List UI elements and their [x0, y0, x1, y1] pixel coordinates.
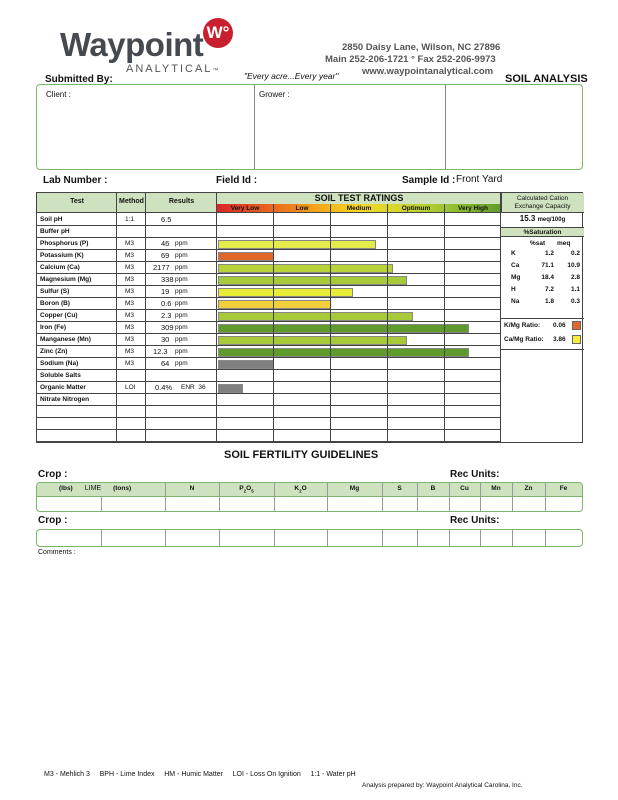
comments-label: Comments : [38, 549, 76, 556]
col-sat-header: %sat [530, 240, 546, 247]
divider [165, 530, 166, 546]
divider [480, 483, 481, 511]
sample-id-value: Front Yard [456, 174, 503, 185]
test-method: LOI [125, 384, 136, 391]
cec-value-line [501, 214, 584, 223]
cec-title-line-2: Exchange Capacity [514, 203, 571, 210]
table-row [37, 430, 501, 442]
test-unit: ENR 36 [181, 384, 206, 391]
test-unit: ppm [175, 324, 188, 331]
test-value: 0.4% [155, 383, 173, 392]
nutrient-oxygen: O [301, 485, 307, 492]
tons-label: (tons) [113, 485, 132, 492]
divider [444, 204, 445, 442]
table-row [37, 394, 501, 406]
col-results-header: Results [168, 198, 195, 205]
test-name: Phosphorus (P) [40, 240, 89, 247]
divider [219, 483, 220, 511]
brand-logo-text: Waypoint [60, 26, 204, 63]
lab-number-label: Lab Number : [43, 175, 108, 186]
nutrient-label: Fe [559, 485, 568, 492]
rec-units-label: Rec Units: [450, 469, 500, 480]
field-id-label: Field Id : [216, 175, 258, 186]
km-ratio-label: K/Mg Ratio: [504, 322, 541, 329]
tagline: "Every acre...Every year" [244, 71, 339, 81]
nutrient-label: K [294, 485, 300, 492]
test-method: M3 [125, 252, 135, 259]
divider [512, 483, 513, 511]
table-row [37, 298, 501, 310]
test-unit: ppm [175, 312, 188, 319]
table-row [37, 382, 501, 394]
test-unit: ppm [175, 348, 188, 355]
nutrient-label: P [239, 485, 244, 492]
divider [382, 483, 383, 511]
cec-title-line-1: Calculated Cation [516, 195, 569, 202]
test-name: Iron (Fe) [40, 324, 66, 331]
test-value: 69 [161, 251, 170, 260]
test-method: M3 [125, 360, 135, 367]
test-name: Manganese (Mn) [40, 336, 91, 343]
divider [165, 483, 166, 511]
divider [274, 483, 275, 511]
divider [274, 530, 275, 546]
test-method: M3 [125, 348, 135, 355]
guideline-col-header [37, 485, 165, 492]
test-value: 6.5 [161, 215, 172, 224]
saturation-title: %Saturation [501, 227, 584, 237]
sample-id-label: Sample Id : [402, 175, 456, 186]
table-row [37, 406, 501, 418]
guideline-col-header [545, 485, 582, 492]
rec-units-label-2: Rec Units: [450, 515, 500, 526]
test-method: M3 [125, 264, 135, 271]
guidelines-title: SOIL FERTILITY GUIDELINES [224, 449, 379, 461]
cec-ion: K [511, 250, 516, 257]
test-value: 338 [161, 275, 174, 284]
nutrient-label: Cu [460, 485, 469, 492]
divider [219, 530, 220, 546]
guidelines-table-1 [36, 482, 583, 512]
guideline-col-header [165, 485, 219, 492]
table-row [37, 286, 501, 298]
soil-test-results-table [36, 192, 583, 443]
test-name: Buffer pH [40, 228, 70, 235]
test-name: Sodium (Na) [40, 360, 79, 367]
col-test-header: Test [70, 198, 84, 205]
rating-label: Medium [346, 205, 372, 212]
cam-ratio-swatch [572, 335, 581, 344]
table-row [37, 274, 501, 286]
guideline-col-header [382, 485, 417, 492]
cec-title [501, 195, 584, 211]
test-name: Organic Matter [40, 384, 86, 391]
rating-bar [218, 300, 331, 309]
lbs-label: (lbs) [59, 485, 73, 492]
divider [480, 530, 481, 546]
nutrient-label: Mg [349, 485, 360, 492]
col-method-header: Method [119, 198, 144, 205]
rating-bar [218, 336, 407, 345]
cec-ion: Ca [511, 262, 520, 269]
nutrient-label: Zn [524, 485, 533, 492]
table-row [37, 322, 501, 334]
test-value: 19 [161, 287, 170, 296]
brand-logo-mark: W° [203, 18, 233, 48]
rating-label: Low [295, 205, 309, 212]
test-method: M3 [125, 336, 135, 343]
divider [116, 193, 117, 442]
grower-label: Grower : [259, 90, 290, 99]
test-name: Soluble Salts [40, 372, 81, 379]
prepared-by: Analysis prepared by: Waypoint Analytical Carolina, Inc. [362, 782, 523, 789]
rating-label: Optimum [401, 205, 431, 212]
test-name: Soil pH [40, 216, 63, 223]
divider [330, 204, 331, 442]
test-unit: ppm [175, 252, 188, 259]
rating-label: Very Low [230, 205, 260, 212]
divider [273, 204, 274, 442]
test-unit: ppm [175, 360, 188, 367]
rating-bar [218, 324, 469, 333]
guideline-col-header [219, 485, 274, 493]
table-row [37, 262, 501, 274]
guideline-col-header [327, 485, 382, 492]
cam-ratio-value: 3.86 [553, 336, 566, 343]
cec-meq: 0.2 [570, 250, 580, 257]
test-unit: ppm [175, 300, 188, 307]
rating-bar [218, 240, 376, 249]
divider [512, 530, 513, 546]
cec-sat: 1.8 [544, 298, 554, 305]
nutrient-label: Mn [491, 485, 501, 492]
cec-sat: 18.4 [541, 274, 554, 281]
divider [449, 530, 450, 546]
method-legend: M3 - Mehlich 3 BPH - Lime Index HM - Humic Matter LOI - Loss On Ignition 1:1 - Water pH [44, 771, 356, 778]
guideline-col-header [512, 485, 545, 492]
test-value: 46 [161, 239, 170, 248]
test-name: Zinc (Zn) [40, 348, 68, 355]
divider [545, 483, 546, 511]
address-line-1: 2850 Daisy Lane, Wilson, NC 27896 [342, 42, 501, 53]
guideline-col-header [417, 485, 449, 492]
test-unit: ppm [175, 240, 188, 247]
test-name: Magnesium (Mg) [40, 276, 92, 283]
test-method: 1:1 [125, 216, 135, 223]
rating-bar [218, 360, 274, 369]
test-value: 2.3 [161, 311, 172, 320]
divider [327, 530, 328, 546]
test-method: M3 [125, 312, 135, 319]
guideline-col-header [274, 485, 327, 493]
divider [101, 497, 102, 511]
divider [145, 193, 146, 442]
test-name: Potassium (K) [40, 252, 84, 259]
table-row [37, 370, 501, 382]
cec-ion: H [511, 286, 516, 293]
brand-subtitle: ANALYTICAL™ [126, 63, 219, 75]
submitted-by-label: Submitted By: [45, 74, 113, 85]
test-unit: ppm [175, 276, 188, 283]
test-unit: ppm [175, 264, 188, 271]
rating-bar [218, 264, 393, 273]
rating-bar [218, 252, 274, 261]
test-method: M3 [125, 240, 135, 247]
report-title: SOIL ANALYSIS [505, 73, 588, 85]
cec-sat: 1.2 [544, 250, 554, 257]
divider [254, 85, 255, 169]
nutrient-subscript: 2 [299, 488, 302, 494]
col-meq-header: meq [557, 240, 571, 247]
table-row [37, 334, 501, 346]
test-name: Nitrate Nitrogen [40, 396, 90, 403]
cec-meq: 1.1 [570, 286, 580, 293]
rating-bar [218, 384, 243, 393]
divider [545, 530, 546, 546]
nutrient-oxygen: O [246, 485, 252, 492]
crop-label: Crop : [38, 469, 68, 480]
divider [445, 85, 446, 169]
table-row [37, 238, 501, 250]
test-value: 12.3 [153, 347, 168, 356]
rating-bar [218, 288, 353, 297]
crop-label-2: Crop : [38, 515, 68, 526]
rating-label: Very High [458, 205, 488, 212]
nutrient-subscript: 2 [243, 488, 247, 494]
cam-ratio-label: Ca/Mg Ratio: [504, 336, 544, 343]
test-name: Sulfur (S) [40, 288, 70, 295]
table-row [37, 346, 501, 358]
cec-sat: 71.1 [541, 262, 554, 269]
test-value: 309 [161, 323, 174, 332]
table-row [37, 226, 501, 238]
table-row [37, 358, 501, 370]
nutrient-subscript: 5 [251, 488, 254, 494]
test-name: Copper (Cu) [40, 312, 78, 319]
test-name: Calcium (Ca) [40, 264, 80, 271]
km-ratio-value: 0.06 [553, 322, 566, 329]
divider [216, 193, 217, 442]
guideline-col-header [480, 485, 512, 492]
divider [387, 204, 388, 442]
test-method: M3 [125, 288, 135, 295]
divider [417, 483, 418, 511]
test-method: M3 [125, 300, 135, 307]
cec-meq: 0.3 [570, 298, 580, 305]
test-value: 2177 [153, 263, 170, 272]
cec-value: 15.3 [519, 214, 536, 223]
lime-label: LIME [84, 485, 102, 492]
cec-sat: 7.2 [544, 286, 554, 293]
cec-meq: 2.8 [570, 274, 580, 281]
guideline-col-header [449, 485, 480, 492]
divider [449, 483, 450, 511]
guidelines-table-2 [36, 529, 583, 547]
test-unit: ppm [175, 288, 188, 295]
rating-bar [218, 348, 469, 357]
divider [101, 530, 102, 546]
divider [327, 483, 328, 511]
client-label: Client : [46, 90, 71, 99]
table-row [37, 310, 501, 322]
submitter-box [36, 84, 583, 170]
divider [382, 530, 383, 546]
nutrient-label: S [397, 485, 402, 492]
rating-bar [218, 276, 407, 285]
table-row [37, 418, 501, 430]
nutrient-label: N [189, 485, 195, 492]
table-row [37, 214, 501, 226]
cec-meq: 10.9 [567, 262, 580, 269]
test-value: 30 [161, 335, 170, 344]
address-line-2: Main 252-206-1721 ° Fax 252-206-9973 [325, 54, 496, 65]
divider [417, 530, 418, 546]
cec-ion: Mg [511, 274, 521, 281]
test-unit: ppm [175, 336, 188, 343]
website: www.waypointanalytical.com [362, 66, 494, 77]
test-name: Boron (B) [40, 300, 70, 307]
nutrient-label: B [430, 485, 436, 492]
test-value: 64 [161, 359, 170, 368]
km-ratio-swatch [572, 321, 581, 330]
ratings-title: SOIL TEST RATINGS [314, 193, 404, 203]
test-value: 0.6 [161, 299, 172, 308]
rating-bar [218, 312, 413, 321]
cec-ion: Na [511, 298, 520, 305]
test-method: M3 [125, 324, 135, 331]
cec-unit: meq/100g [537, 217, 566, 223]
test-method: M3 [125, 276, 135, 283]
table-row [37, 250, 501, 262]
